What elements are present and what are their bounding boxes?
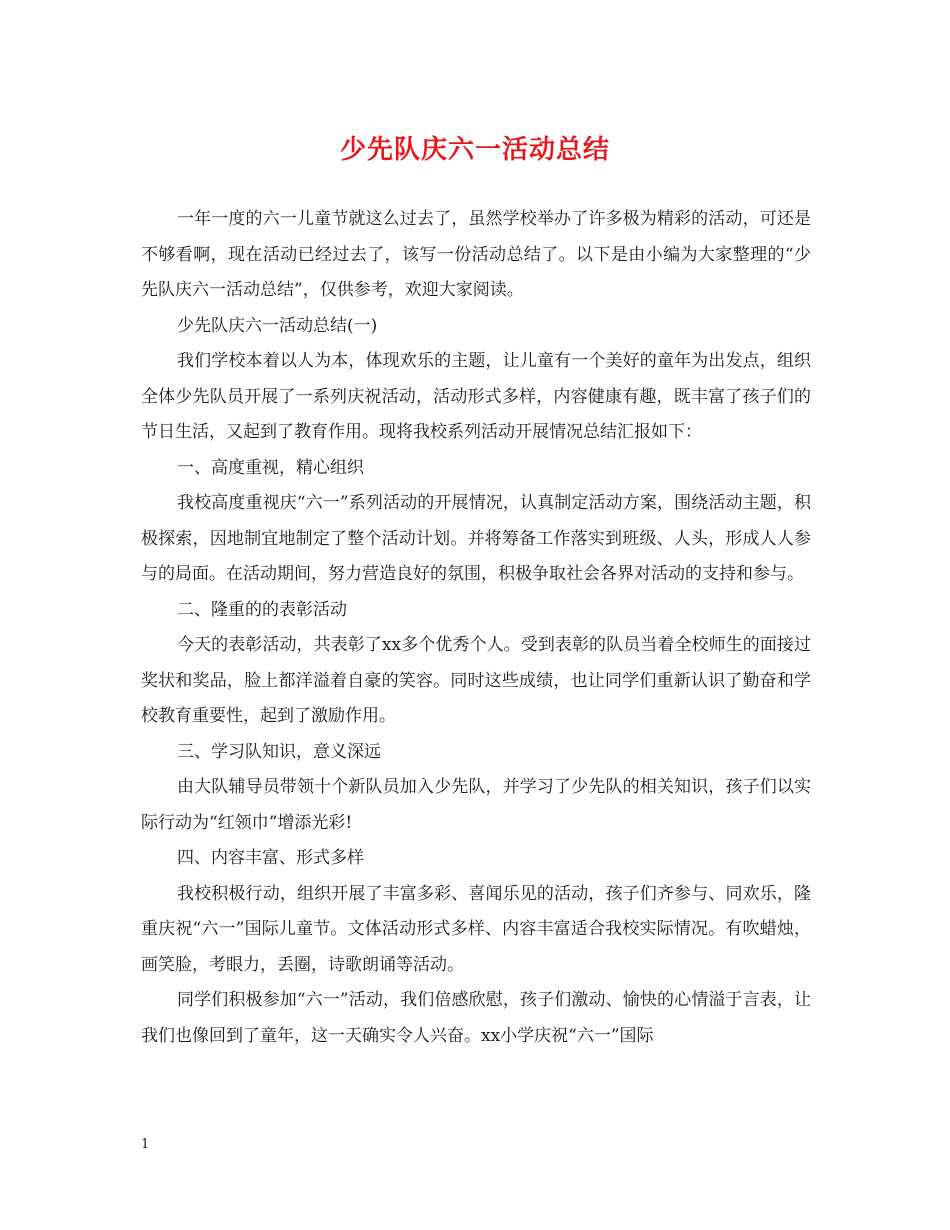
- paragraph-section-two: 今天的表彰活动，共表彰了xx多个优秀个人。受到表彰的队员当着全校师生的面接过奖状和奖品，脸上都洋溢着自豪的笑容。同时这些成绩，也让同学们重新认识了勤奋和学校教育重要性，起到了激励作用。: [141, 635, 811, 726]
- paragraph-section-four: 我校积极行动，组织开展了丰富多彩、喜闻乐见的活动，孩子们齐参与、同欢乐，隆重庆祝“六一”国际儿童节。文体活动形式多样、内容丰富适合我校实际情况。有吹蜡烛，画笑脸，考眼力，丢圈，诗歌朗诵等活动。: [141, 883, 811, 975]
- document-body: [141, 202, 811, 1054]
- page-number: 1: [141, 1137, 150, 1152]
- section-heading-one: 一、高度重视，精心组织: [177, 457, 364, 478]
- paragraph-section-one: 我校高度重视庆“六一”系列活动的开展情况，认真制定活动方案，围绕活动主题，积极探索，因地制宜地制定了整个活动计划。并将筹备工作落实到班级、人头，形成人人参与的局面。在活动期间，努力营造良好的氛围，积极争取社会各界对活动的支持和参与。: [141, 493, 811, 584]
- paragraph-closing: 同学们积极参加“六一”活动，我们倍感欣慰，孩子们激动、愉快的心情溢于言表，让我们也像回到了童年，这一天确实令人兴奋。xx小学庆祝“六一”国际: [141, 990, 811, 1046]
- paragraph-overview: 我们学校本着以人为本，体现欢乐的主题，让儿童有一个美好的童年为出发点，组织全体少先队员开展了一系列庆祝活动，活动形式多样，内容健康有趣，既丰富了孩子们的节日生活，又起到了教育作用。现将我校系列活动开展情况总结汇报如下：: [141, 351, 811, 442]
- section-heading-two: 二、隆重的的表彰活动: [177, 599, 347, 620]
- paragraph-intro: 一年一度的六一儿童节就这么过去了，虽然学校举办了许多极为精彩的活动，可还是不够看啊，现在活动已经过去了，该写一份活动总结了。以下是由小编为大家整理的“少先队庆六一活动总结”，仅供参考，欢迎大家阅读。: [141, 209, 811, 300]
- paragraph-section-three: 由大队辅导员带领十个新队员加入少先队，并学习了少先队的相关知识，孩子们以实际行动为“红领巾”增添光彩!: [141, 777, 811, 833]
- section-heading-three: 三、学习队知识，意义深远: [177, 741, 381, 762]
- section-heading-summary-one: 少先队庆六一活动总结(一): [177, 315, 378, 336]
- section-heading-four: 四、内容丰富、形式多样: [177, 848, 364, 868]
- document-title: 少先队庆六一活动总结: [339, 135, 610, 165]
